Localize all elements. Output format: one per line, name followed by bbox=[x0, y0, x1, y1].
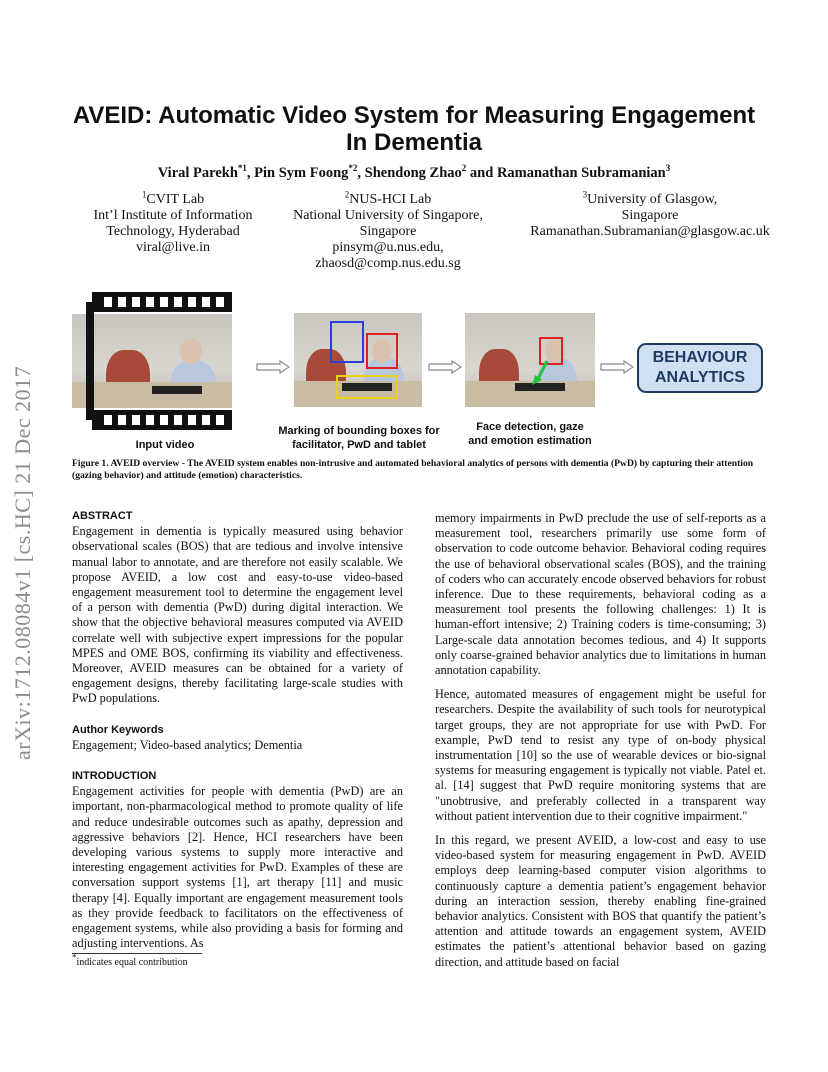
affiliation-line: Singapore bbox=[621, 208, 679, 223]
abstract-heading: ABSTRACT bbox=[72, 510, 133, 522]
caption-input-video: Input video bbox=[135, 439, 195, 451]
affiliation-mark: 3 bbox=[582, 189, 588, 200]
title-line-1: AVEID: Automatic Video System for Measuring Engagement bbox=[72, 102, 756, 129]
affiliation-line: Technology, Hyderabad bbox=[106, 224, 240, 239]
affiliation-email: Ramanathan.Subramanian@glasgow.ac.uk bbox=[530, 224, 770, 239]
paper-title bbox=[40, 102, 788, 156]
caption-line: Marking of bounding boxes for bbox=[278, 425, 440, 437]
affiliation-email: pinsym@u.nus.edu, bbox=[332, 240, 444, 255]
footnote-rule bbox=[72, 953, 202, 954]
tablet-bounding-box bbox=[336, 375, 398, 399]
footnote bbox=[72, 952, 188, 968]
body-paragraph: Hence, automated measures of engagement might be useful for researchers. Despite the availability of such tools for neurotypical target groups, they are not appropriate for use with PwD. For example, PwD tend to resist any type of on-body physical instrumentation [10] so the use of wearable devices or bio-signal systems for measuring engagement is typically not viable. Patel et. al. [14] suggest that PwD require monitoring systems that are "unobtrusive, and preferably collected in a transparent way without patient intervention due to their cognitive impairment." bbox=[435, 687, 766, 823]
author-separator: , bbox=[246, 165, 255, 181]
author-mark: *2 bbox=[348, 163, 358, 174]
author-separator: and bbox=[466, 165, 497, 181]
caption-bounding-boxes bbox=[266, 424, 452, 452]
arrow-right-icon bbox=[256, 360, 290, 374]
body-paragraph: memory impairments in PwD preclude the use of self-reports as a measurement tool, researchers primarily use some form of observation to code outcome behavior. Behavioral coding requires the use of behavioral observational scales (BOS), and the training of coders who can accurately encode observed behaviors for robust inference. Due to these requirements, behavioral coding as a measurement tool presents the following challenges: 1) It is human-effort intensive; 2) Training coders is time-consuming; 3) Large-scale data annotation becomes tedious, and 4) It supports only coarse-grained behavior analytics due to limitations in human annotation capability. bbox=[435, 511, 766, 678]
behaviour-label-line-2: ANALYTICS bbox=[654, 369, 746, 386]
bounding-box-frame-image bbox=[294, 313, 422, 407]
pwd-bounding-box bbox=[366, 333, 398, 369]
author-name: Ramanathan Subramanian bbox=[496, 165, 666, 181]
video-frame-image bbox=[72, 314, 232, 408]
face-detection-frame-image bbox=[465, 313, 595, 407]
title-line-2: In Dementia bbox=[345, 129, 483, 156]
affiliation-3 bbox=[508, 189, 792, 240]
footnote-text: indicates equal contribution bbox=[76, 957, 188, 968]
figure-caption bbox=[72, 458, 768, 482]
figure-caption-text: The AVEID system enables non-intrusive and automated behavioral analytics of persons with dementia (PwD) by capturing their attention (gazing behavior) and attitude (emotion) characteristics. bbox=[72, 458, 754, 481]
author-name: Pin Sym Foong bbox=[254, 165, 349, 181]
affiliation-line: University of Glasgow, bbox=[587, 192, 718, 207]
affiliation-line: CVIT Lab bbox=[146, 192, 205, 207]
affiliation-line: NUS-HCI Lab bbox=[349, 192, 432, 207]
affiliation-mark: 1 bbox=[141, 189, 147, 200]
introduction-text: Engagement activities for people with dementia (PwD) are an important, non-pharmacological method to promote quality of life and reduce undesirable outcomes such as apathy, depression and aggressive behaviors [2]. Hence, HCI researchers have been developing various systems to supply more interactive and interesting engagement activities for PwD. Examples of these are conversation support systems [1], art therapy [11] and music therapy [4]. Equally important are engagement measurement tools as they provide feedback to facilitators on the effectiveness of engagement systems, while also providing a basis for forming and adjusting interventions. As bbox=[72, 784, 403, 951]
footnote-mark: * bbox=[72, 952, 77, 963]
affiliation-mark: 2 bbox=[344, 189, 350, 200]
facilitator-bounding-box bbox=[330, 321, 364, 363]
input-video-figure bbox=[72, 292, 240, 432]
affiliation-line: National University of Singapore, bbox=[293, 208, 483, 223]
author-mark: *1 bbox=[237, 163, 247, 174]
affiliation-2 bbox=[274, 189, 502, 272]
author-name: Shendong Zhao bbox=[364, 165, 462, 181]
affiliation-1 bbox=[78, 189, 268, 256]
author-name: Viral Parekh bbox=[157, 165, 238, 181]
abstract-text: Engagement in dementia is typically measured using behavior observational scales (BOS) that are tedious and involve intensive manual labor to annotate, and are therefore not easily scalable. We propose AVEID, a low cost and easy-to-use video-based engagement measurement tool to determine the engagement level of a person with dementia (PwD) during digital interaction. We show that the objective behavioral measures computed via AVEID correlate well with subjective expert impressions for the popular MPES and OME BOS, confirming its viability and effectiveness. Moreover, AVEID measures can be obtained for a variety of engagement designs, thereby facilitating large-scale studies with PwD populations. bbox=[72, 524, 403, 706]
affiliation-email: viral@live.in bbox=[136, 240, 210, 255]
introduction-heading: INTRODUCTION bbox=[72, 770, 157, 783]
author-mark: 2 bbox=[461, 163, 467, 174]
caption-line: facilitator, PwD and tablet bbox=[292, 439, 426, 451]
keywords-text: Engagement; Video-based analytics; Dementia bbox=[72, 737, 303, 752]
caption-line: Face detection, gaze bbox=[476, 421, 584, 433]
affiliation-line: Int’l Institute of Information bbox=[93, 208, 253, 223]
author-mark: 3 bbox=[665, 163, 671, 174]
left-column bbox=[72, 509, 403, 951]
author-separator: , bbox=[357, 165, 365, 181]
caption-line: and emotion estimation bbox=[468, 435, 592, 447]
behaviour-analytics-box bbox=[637, 343, 763, 393]
arrow-right-icon bbox=[600, 360, 634, 374]
arxiv-identifier: arXiv:1712.08084v1 [cs.HC] 21 Dec 2017 bbox=[10, 365, 35, 760]
body-paragraph: In this regard, we present AVEID, a low-cost and easy to use video-based system for measuring engagement in PwD. AVEID employs deep learning-based computer vision algorithms to continuously capture a dementia patient’s engagement behavior during an interaction session, thereby enabling fine-grained behavior analytics. Consistent with BOS that quantify the patient’s attention and attitude towards an engagement system, AVEID estimates the patient’s attentional behavior based on gazing direction, and attitude based on facial bbox=[435, 833, 766, 969]
right-column bbox=[435, 511, 766, 970]
figure-caption-lead: Figure 1. AVEID overview - bbox=[72, 458, 188, 469]
caption-face-detection bbox=[455, 420, 605, 448]
author-list bbox=[40, 165, 788, 182]
behaviour-label-line-1: BEHAVIOUR bbox=[652, 349, 748, 366]
gaze-arrow-icon bbox=[529, 359, 553, 389]
affiliation-email: zhaosd@comp.nus.edu.sg bbox=[315, 256, 461, 271]
keywords-heading: Author Keywords bbox=[72, 723, 164, 736]
affiliation-line: Singapore bbox=[359, 224, 417, 239]
arrow-right-icon bbox=[428, 360, 462, 374]
